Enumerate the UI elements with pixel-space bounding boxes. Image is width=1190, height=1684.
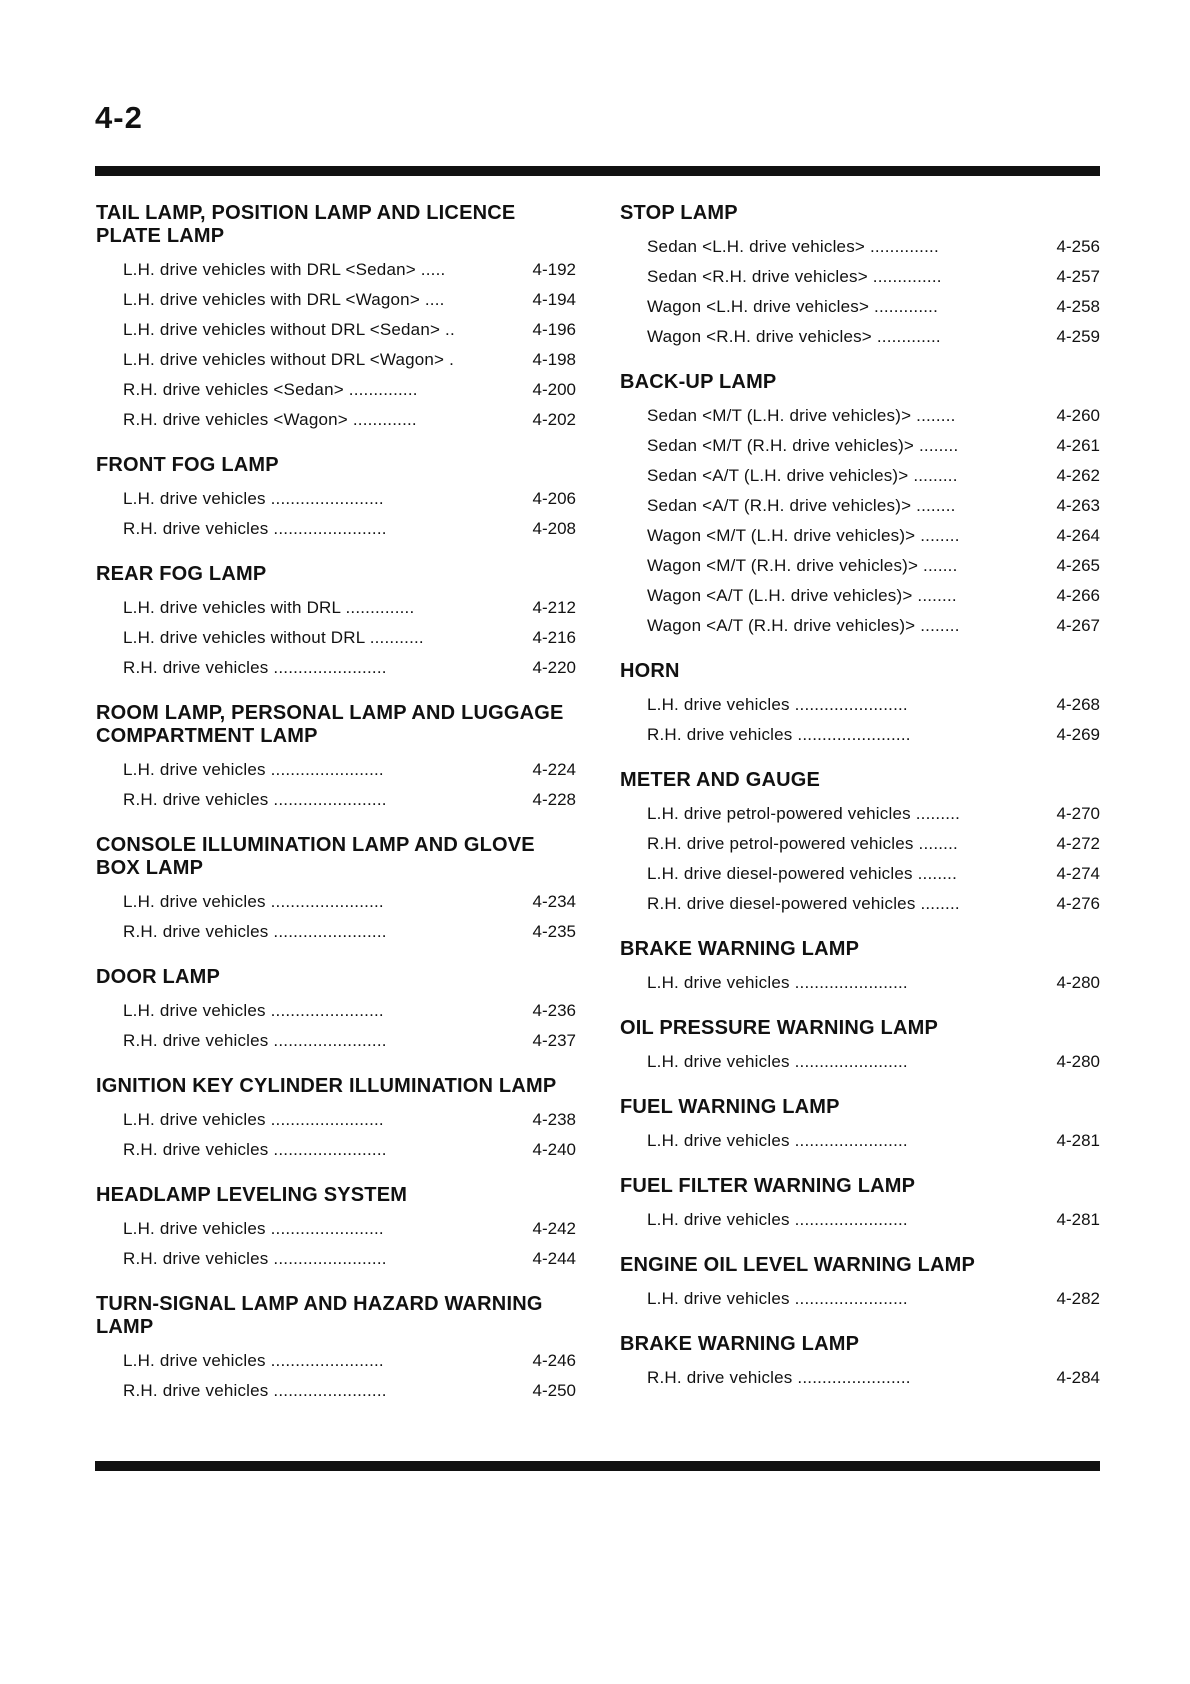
entry-page-number: 4-262: [1056, 466, 1100, 485]
index-section: [96, 454, 576, 544]
index-section: [96, 702, 576, 815]
index-section: [620, 202, 1100, 352]
index-section: [96, 202, 576, 435]
entry-label: L.H. drive vehicles .......................: [123, 760, 384, 779]
section-title: ENGINE OIL LEVEL WARNING LAMP: [620, 1254, 976, 1276]
entry-page-number: 4-194: [532, 290, 576, 309]
entry-page-number: 4-270: [1056, 804, 1100, 823]
bottom-rule: [95, 1461, 1100, 1471]
index-entry: [647, 1126, 1100, 1156]
entry-label: L.H. drive vehicles .......................: [123, 1219, 384, 1238]
section-title: REAR FOG LAMP: [96, 563, 267, 585]
index-section: [96, 1184, 576, 1274]
index-entry: [647, 461, 1100, 491]
entry-label: Wagon <R.H. drive vehicles> .............: [647, 327, 941, 346]
index-entry: [647, 491, 1100, 521]
entry-label: L.H. drive vehicles without DRL <Wagon> .: [123, 350, 455, 369]
entry-label: L.H. drive vehicles .......................: [647, 1131, 908, 1150]
index-section: [96, 1293, 576, 1406]
index-section: [96, 834, 576, 947]
index-entry: [123, 345, 576, 375]
index-entry: [123, 255, 576, 285]
right-column: [620, 202, 1100, 1412]
index-entry: [647, 262, 1100, 292]
index-entry: [123, 785, 576, 815]
entry-page-number: 4-281: [1056, 1131, 1100, 1150]
index-entry: [123, 1214, 576, 1244]
entry-page-number: 4-220: [532, 658, 576, 677]
index-entry: [123, 593, 576, 623]
entry-label: Wagon <A/T (L.H. drive vehicles)> ........: [647, 586, 957, 605]
entry-label: Wagon <A/T (R.H. drive vehicles)> ........: [647, 616, 960, 635]
entry-label: Sedan <M/T (R.H. drive vehicles)> ........: [647, 436, 959, 455]
entry-page-number: 4-244: [532, 1249, 576, 1268]
entry-page-number: 4-196: [532, 320, 576, 339]
entry-page-number: 4-206: [532, 489, 576, 508]
entry-label: L.H. drive vehicles .......................: [123, 892, 384, 911]
index-entry: [123, 623, 576, 653]
entry-label: R.H. drive vehicles .......................: [123, 790, 387, 809]
entry-page-number: 4-282: [1056, 1289, 1100, 1308]
index-entry: [647, 551, 1100, 581]
entry-label: Sedan <L.H. drive vehicles> ..............: [647, 237, 939, 256]
entry-page-number: 4-224: [532, 760, 576, 779]
entry-label: L.H. drive vehicles with DRL <Sedan> .....: [123, 260, 446, 279]
left-column: [96, 202, 576, 1425]
entry-label: Sedan <A/T (R.H. drive vehicles)> ........: [647, 496, 956, 515]
index-entry: [123, 1026, 576, 1056]
index-entry: [647, 322, 1100, 352]
index-entry: [647, 401, 1100, 431]
entry-label: R.H. drive vehicles <Sedan> ..............: [123, 380, 418, 399]
entry-page-number: 4-236: [532, 1001, 576, 1020]
index-section: [96, 966, 576, 1056]
entry-label: L.H. drive vehicles .......................: [123, 1351, 384, 1370]
entry-page-number: 4-268: [1056, 695, 1100, 714]
entry-label: L.H. drive vehicles .......................: [647, 973, 908, 992]
entry-page-number: 4-216: [532, 628, 576, 647]
index-entry: [123, 1346, 576, 1376]
index-entry: [647, 521, 1100, 551]
index-section: [96, 563, 576, 683]
index-entry: [647, 720, 1100, 750]
index-section: [96, 1075, 576, 1165]
index-section: [620, 769, 1100, 919]
section-title: BRAKE WARNING LAMP: [620, 1333, 860, 1355]
section-title: ROOM LAMP, PERSONAL LAMP AND LUGGAGE COMPARTMENT LAMP: [96, 702, 564, 747]
entry-page-number: 4-276: [1056, 894, 1100, 913]
index-section: [620, 1175, 1100, 1235]
index-entry: [123, 653, 576, 683]
entry-label: R.H. drive vehicles .......................: [647, 1368, 911, 1387]
entry-page-number: 4-280: [1056, 973, 1100, 992]
entry-label: R.H. drive vehicles .......................: [123, 1031, 387, 1050]
entry-label: Sedan <A/T (L.H. drive vehicles)> .........: [647, 466, 958, 485]
index-entry: [647, 889, 1100, 919]
index-entry: [123, 1105, 576, 1135]
section-title: TAIL LAMP, POSITION LAMP AND LICENCE PLATE LAMP: [96, 202, 516, 247]
entry-page-number: 4-192: [532, 260, 576, 279]
entry-label: R.H. drive vehicles .......................: [123, 519, 387, 538]
section-title: HORN: [620, 660, 680, 682]
entry-label: R.H. drive vehicles .......................: [647, 725, 911, 744]
entry-label: L.H. drive vehicles without DRL ...........: [123, 628, 424, 647]
index-entry: [123, 315, 576, 345]
entry-label: L.H. drive vehicles .......................: [647, 1052, 908, 1071]
index-entry: [647, 829, 1100, 859]
index-entry: [647, 799, 1100, 829]
entry-page-number: 4-202: [532, 410, 576, 429]
index-entry: [647, 1363, 1100, 1393]
page-number: 4-2: [95, 100, 143, 135]
entry-page-number: 4-280: [1056, 1052, 1100, 1071]
entry-page-number: 4-267: [1056, 616, 1100, 635]
entry-label: L.H. drive vehicles .......................: [647, 1210, 908, 1229]
section-title: CONSOLE ILLUMINATION LAMP AND GLOVE BOX LAMP: [96, 834, 535, 879]
entry-label: R.H. drive vehicles .......................: [123, 1140, 387, 1159]
entry-page-number: 4-212: [532, 598, 576, 617]
entry-label: L.H. drive vehicles with DRL ..............: [123, 598, 415, 617]
entry-label: L.H. drive diesel-powered vehicles ........: [647, 864, 958, 883]
entry-page-number: 4-238: [532, 1110, 576, 1129]
entry-label: R.H. drive vehicles .......................: [123, 658, 387, 677]
entry-page-number: 4-234: [532, 892, 576, 911]
entry-label: L.H. drive vehicles with DRL <Wagon> ....: [123, 290, 445, 309]
entry-page-number: 4-261: [1056, 436, 1100, 455]
index-section: [620, 371, 1100, 641]
index-entry: [647, 1284, 1100, 1314]
index-entry: [647, 859, 1100, 889]
index-entry: [123, 405, 576, 435]
index-entry: [123, 285, 576, 315]
index-entry: [647, 1047, 1100, 1077]
index-entry: [123, 996, 576, 1026]
entry-page-number: 4-228: [532, 790, 576, 809]
section-title: FUEL WARNING LAMP: [620, 1096, 840, 1118]
entry-label: Wagon <M/T (L.H. drive vehicles)> ........: [647, 526, 960, 545]
index-entry: [123, 514, 576, 544]
section-title: METER AND GAUGE: [620, 769, 821, 791]
entry-label: R.H. drive vehicles <Wagon> .............: [123, 410, 417, 429]
entry-page-number: 4-284: [1056, 1368, 1100, 1387]
index-entry: [123, 1135, 576, 1165]
entry-label: R.H. drive petrol-powered vehicles ........: [647, 834, 958, 853]
index-section: [620, 938, 1100, 998]
entry-page-number: 4-274: [1056, 864, 1100, 883]
entry-label: Sedan <M/T (L.H. drive vehicles)> ........: [647, 406, 956, 425]
entry-label: R.H. drive vehicles .......................: [123, 1249, 387, 1268]
entry-page-number: 4-263: [1056, 496, 1100, 515]
entry-page-number: 4-250: [532, 1381, 576, 1400]
index-entry: [123, 1376, 576, 1406]
index-entry: [647, 581, 1100, 611]
index-entry: [647, 431, 1100, 461]
entry-label: L.H. drive vehicles .......................: [123, 489, 384, 508]
index-entry: [123, 484, 576, 514]
entry-page-number: 4-266: [1056, 586, 1100, 605]
index-section: [620, 1254, 1100, 1314]
index-section: [620, 1096, 1100, 1156]
entry-label: L.H. drive vehicles .......................: [647, 695, 908, 714]
entry-label: L.H. drive petrol-powered vehicles .........: [647, 804, 961, 823]
entry-page-number: 4-198: [532, 350, 576, 369]
entry-page-number: 4-242: [532, 1219, 576, 1238]
index-entry: [647, 968, 1100, 998]
entry-page-number: 4-200: [532, 380, 576, 399]
section-title: FRONT FOG LAMP: [96, 454, 279, 476]
entry-page-number: 4-257: [1056, 267, 1100, 286]
section-title: BRAKE WARNING LAMP: [620, 938, 860, 960]
section-title: IGNITION KEY CYLINDER ILLUMINATION LAMP: [96, 1075, 557, 1097]
entry-label: L.H. drive vehicles .......................: [123, 1110, 384, 1129]
entry-page-number: 4-256: [1056, 237, 1100, 256]
entry-page-number: 4-269: [1056, 725, 1100, 744]
index-entry: [123, 917, 576, 947]
section-title: STOP LAMP: [620, 202, 738, 224]
entry-label: R.H. drive diesel-powered vehicles ........: [647, 894, 960, 913]
section-title: FUEL FILTER WARNING LAMP: [620, 1175, 916, 1197]
entry-label: Sedan <R.H. drive vehicles> ..............: [647, 267, 942, 286]
index-entry: [647, 690, 1100, 720]
entry-page-number: 4-259: [1056, 327, 1100, 346]
section-title: OIL PRESSURE WARNING LAMP: [620, 1017, 938, 1039]
index-entry: [647, 611, 1100, 641]
section-title: DOOR LAMP: [96, 966, 221, 988]
index-entry: [647, 292, 1100, 322]
entry-label: R.H. drive vehicles .......................: [123, 1381, 387, 1400]
entry-page-number: 4-235: [532, 922, 576, 941]
section-title: BACK-UP LAMP: [620, 371, 777, 393]
entry-label: L.H. drive vehicles .......................: [647, 1289, 908, 1308]
entry-page-number: 4-237: [532, 1031, 576, 1050]
entry-label: L.H. drive vehicles .......................: [123, 1001, 384, 1020]
section-title: TURN-SIGNAL LAMP AND HAZARD WARNING LAMP: [96, 1293, 543, 1338]
index-entry: [123, 375, 576, 405]
entry-page-number: 4-281: [1056, 1210, 1100, 1229]
index-entry: [647, 1205, 1100, 1235]
entry-page-number: 4-265: [1056, 556, 1100, 575]
entry-page-number: 4-272: [1056, 834, 1100, 853]
entry-label: R.H. drive vehicles .......................: [123, 922, 387, 941]
entry-page-number: 4-208: [532, 519, 576, 538]
top-rule: [95, 166, 1100, 176]
index-section: [620, 1017, 1100, 1077]
index-section: [620, 1333, 1100, 1393]
entry-label: Wagon <M/T (R.H. drive vehicles)> .......: [647, 556, 958, 575]
section-title: HEADLAMP LEVELING SYSTEM: [96, 1184, 408, 1206]
index-entry: [647, 232, 1100, 262]
index-entry: [123, 1244, 576, 1274]
entry-page-number: 4-260: [1056, 406, 1100, 425]
entry-page-number: 4-240: [532, 1140, 576, 1159]
index-entry: [123, 887, 576, 917]
index-section: [620, 660, 1100, 750]
index-entry: [123, 755, 576, 785]
entry-page-number: 4-246: [532, 1351, 576, 1370]
entry-page-number: 4-258: [1056, 297, 1100, 316]
entry-label: Wagon <L.H. drive vehicles> .............: [647, 297, 939, 316]
entry-page-number: 4-264: [1056, 526, 1100, 545]
entry-label: L.H. drive vehicles without DRL <Sedan> ..: [123, 320, 455, 339]
